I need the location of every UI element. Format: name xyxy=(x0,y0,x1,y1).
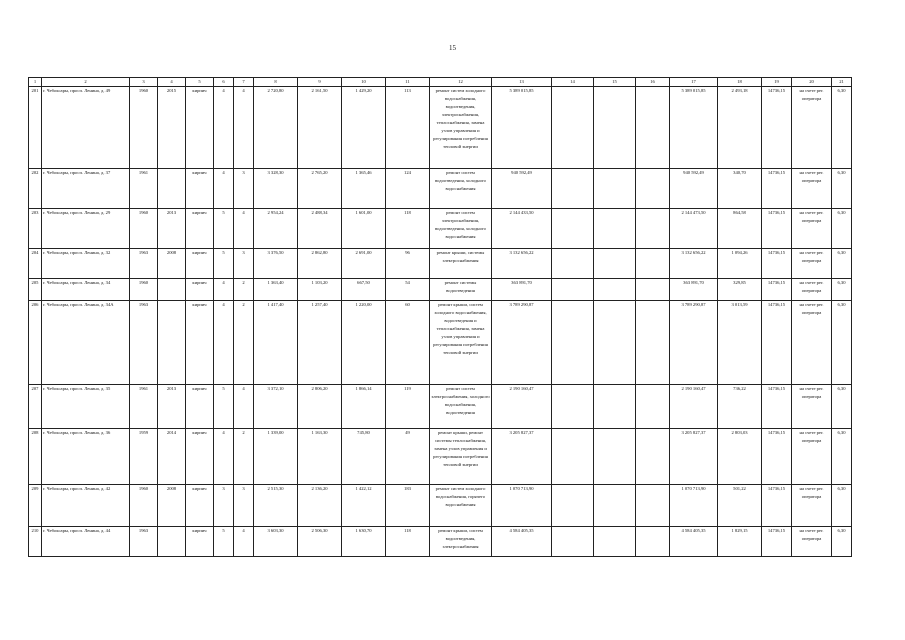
entrances-cell: 4 xyxy=(234,209,254,249)
entrances-cell: 4 xyxy=(234,87,254,169)
wall-material-cell: кирпич xyxy=(186,87,214,169)
col16-cell xyxy=(636,301,670,385)
row-number: 205 xyxy=(29,279,42,301)
col14-cell xyxy=(552,249,594,279)
year-repair-cell xyxy=(158,169,186,209)
address-cell: г. Чебоксары, просп. Ленина, д. 29 xyxy=(42,209,130,249)
year-repair-cell xyxy=(158,279,186,301)
private-area-cell: 1 220,00 xyxy=(342,301,386,385)
fund-cost-cell: 3 205 827,37 xyxy=(670,429,718,485)
wall-material-cell: кирпич xyxy=(186,249,214,279)
table-row xyxy=(29,527,852,557)
private-area-cell: 1 601,00 xyxy=(342,209,386,249)
max-cost-cell: 14736,15 xyxy=(762,279,792,301)
col14-cell xyxy=(552,209,594,249)
floors-cell: 4 xyxy=(214,301,234,385)
row-number: 207 xyxy=(29,385,42,429)
floors-cell: 4 xyxy=(214,429,234,485)
accumulation-method-cell: на счете рег. оператора xyxy=(792,429,832,485)
col16-cell xyxy=(636,279,670,301)
works-cell: ремонт системы водоотведения xyxy=(430,279,492,301)
col15-cell xyxy=(594,485,636,527)
entrances-cell: 3 xyxy=(234,249,254,279)
col16-cell xyxy=(636,527,670,557)
row-number: 203 xyxy=(29,209,42,249)
accumulation-method-cell: на счете рег. оператора xyxy=(792,279,832,301)
row-number: 206 xyxy=(29,301,42,385)
year-repair-cell: 2008 xyxy=(158,249,186,279)
max-cost-cell: 14736,15 xyxy=(762,249,792,279)
col14-cell xyxy=(552,87,594,169)
column-number-4: 4 xyxy=(158,78,186,87)
max-cost-cell: 14736,15 xyxy=(762,169,792,209)
row-number: 209 xyxy=(29,485,42,527)
column-number-16: 16 xyxy=(636,78,670,87)
rate-cell: 6,30 xyxy=(832,429,852,485)
wall-material-cell: кирпич xyxy=(186,301,214,385)
cost-per-m2-cell: 1 829,15 xyxy=(718,527,762,557)
private-area-cell: 667,50 xyxy=(342,279,386,301)
column-number-9: 9 xyxy=(298,78,342,87)
column-number-20: 20 xyxy=(792,78,832,87)
column-number-8: 8 xyxy=(254,78,298,87)
fund-cost-cell: 3 132 656,22 xyxy=(670,249,718,279)
year-built-cell: 1963 xyxy=(130,249,158,279)
column-number-13: 13 xyxy=(492,78,552,87)
floors-cell: 4 xyxy=(214,279,234,301)
residents-cell: 118 xyxy=(386,209,430,249)
year-built-cell: 1963 xyxy=(130,301,158,385)
col15-cell xyxy=(594,527,636,557)
row-number: 208 xyxy=(29,429,42,485)
col16-cell xyxy=(636,169,670,209)
cost-cell: 3 205 827,37 xyxy=(492,429,552,485)
table-row xyxy=(29,209,852,249)
works-cell: ремонт систем электроснабжения, водоотведения, холодного водоснабжения xyxy=(430,209,492,249)
rate-cell: 6,30 xyxy=(832,169,852,209)
col15-cell xyxy=(594,385,636,429)
accumulation-method-cell: на счете рег. оператора xyxy=(792,209,832,249)
column-number-21: 21 xyxy=(832,78,852,87)
fund-cost-cell: 940 592,49 xyxy=(670,169,718,209)
cost-per-m2-cell: 329,85 xyxy=(718,279,762,301)
residents-cell: 54 xyxy=(386,279,430,301)
col15-cell xyxy=(594,301,636,385)
residents-cell: 113 xyxy=(386,87,430,169)
cost-cell: 4 584 405,35 xyxy=(492,527,552,557)
column-number-15: 15 xyxy=(594,78,636,87)
floors-cell: 4 xyxy=(214,169,234,209)
col16-cell xyxy=(636,87,670,169)
cost-per-m2-cell: 3 013,59 xyxy=(718,301,762,385)
wall-material-cell: кирпич xyxy=(186,209,214,249)
year-built-cell: 1961 xyxy=(130,385,158,429)
cost-per-m2-cell: 1 094,26 xyxy=(718,249,762,279)
works-cell: ремонт систем холодного водоснабжения, горячего водоснабжения xyxy=(430,485,492,527)
col15-cell xyxy=(594,279,636,301)
cost-cell: 2 190 160,47 xyxy=(492,385,552,429)
col15-cell xyxy=(594,249,636,279)
column-number-18: 18 xyxy=(718,78,762,87)
accumulation-method-cell: на счете рег. оператора xyxy=(792,249,832,279)
col16-cell xyxy=(636,385,670,429)
accumulation-method-cell: на счете рег. оператора xyxy=(792,169,832,209)
wall-material-cell: кирпич xyxy=(186,527,214,557)
table-row xyxy=(29,429,852,485)
year-built-cell: 1960 xyxy=(130,279,158,301)
total-area-cell: 3 328,30 xyxy=(254,169,298,209)
row-number: 202 xyxy=(29,169,42,209)
wall-material-cell: кирпич xyxy=(186,279,214,301)
table-row xyxy=(29,87,852,169)
col14-cell xyxy=(552,279,594,301)
cost-per-m2-cell: 501,22 xyxy=(718,485,762,527)
cost-cell: 363 891,70 xyxy=(492,279,552,301)
column-number-6: 6 xyxy=(214,78,234,87)
residents-cell: 49 xyxy=(386,429,430,485)
column-number-7: 7 xyxy=(234,78,254,87)
max-cost-cell: 14736,15 xyxy=(762,209,792,249)
cost-per-m2-cell: 340,70 xyxy=(718,169,762,209)
max-cost-cell: 14736,15 xyxy=(762,385,792,429)
floors-cell: 5 xyxy=(214,249,234,279)
col16-cell xyxy=(636,209,670,249)
works-cell: ремонт крыши, ремонт системы теплоснабжения, замена узлов управления и регулирования потребления тепловой энергии xyxy=(430,429,492,485)
entrances-cell: 3 xyxy=(234,485,254,527)
max-cost-cell: 14736,15 xyxy=(762,429,792,485)
works-cell: ремонт крыши, систем холодного водоснабжения, водоотведения и теплоснабжения, замена узлов управления и регулирования потребления тепловой энергии xyxy=(430,301,492,385)
max-cost-cell: 14736,15 xyxy=(762,87,792,169)
address-cell: г. Чебоксары, просп. Ленина, д. 35 xyxy=(42,385,130,429)
row-number: 201 xyxy=(29,87,42,169)
table-row xyxy=(29,301,852,385)
residents-cell: 119 xyxy=(386,385,430,429)
col16-cell xyxy=(636,429,670,485)
accumulation-method-cell: на счете рег. оператора xyxy=(792,87,832,169)
year-built-cell: 1960 xyxy=(130,87,158,169)
column-number-17: 17 xyxy=(670,78,718,87)
rate-cell: 6,30 xyxy=(832,527,852,557)
table-row xyxy=(29,249,852,279)
living-area-cell: 2 806,20 xyxy=(298,385,342,429)
max-cost-cell: 14736,15 xyxy=(762,301,792,385)
works-cell: ремонт крыши, систем водоотведения, электроснабжения xyxy=(430,527,492,557)
column-number-2: 2 xyxy=(42,78,130,87)
works-cell: ремонт систем электроснабжения, холодного водоснабжения, водоотведения xyxy=(430,385,492,429)
cost-cell: 2 144 433,50 xyxy=(492,209,552,249)
private-area-cell: 1 429,20 xyxy=(342,87,386,169)
col15-cell xyxy=(594,169,636,209)
fund-cost-cell: 3 789 290,87 xyxy=(670,301,718,385)
living-area-cell: 1 257,40 xyxy=(298,301,342,385)
rate-cell: 6,30 xyxy=(832,301,852,385)
accumulation-method-cell: на счете рег. оператора xyxy=(792,301,832,385)
living-area-cell: 1 163,30 xyxy=(298,429,342,485)
col14-cell xyxy=(552,485,594,527)
cost-per-m2-cell: 2 493,18 xyxy=(718,87,762,169)
col15-cell xyxy=(594,429,636,485)
accumulation-method-cell: на счете рег. оператора xyxy=(792,527,832,557)
column-number-row xyxy=(29,78,852,87)
max-cost-cell: 14736,15 xyxy=(762,485,792,527)
cost-per-m2-cell: 736,22 xyxy=(718,385,762,429)
rate-cell: 6,30 xyxy=(832,87,852,169)
year-repair-cell: 2008 xyxy=(158,485,186,527)
table-row xyxy=(29,385,852,429)
residents-cell: 118 xyxy=(386,527,430,557)
floors-cell: 4 xyxy=(214,87,234,169)
total-area-cell: 1 363,40 xyxy=(254,279,298,301)
max-cost-cell: 14736,15 xyxy=(762,527,792,557)
year-built-cell: 1963 xyxy=(130,527,158,557)
wall-material-cell: кирпич xyxy=(186,169,214,209)
address-cell: г. Чебоксары, просп. Ленина, д. 37 xyxy=(42,169,130,209)
year-built-cell: 1959 xyxy=(130,429,158,485)
accumulation-method-cell: на счете рег. оператора xyxy=(792,485,832,527)
residents-cell: 183 xyxy=(386,485,430,527)
address-cell: г. Чебоксары, просп. Ленина, д. 36 xyxy=(42,429,130,485)
wall-material-cell: кирпич xyxy=(186,429,214,485)
rate-cell: 6,30 xyxy=(832,209,852,249)
private-area-cell: 1 365,46 xyxy=(342,169,386,209)
col15-cell xyxy=(594,209,636,249)
year-repair-cell xyxy=(158,301,186,385)
column-number-10: 10 xyxy=(342,78,386,87)
private-area-cell: 2 691,00 xyxy=(342,249,386,279)
page-number: 15 xyxy=(449,44,456,52)
col14-cell xyxy=(552,429,594,485)
living-area-cell: 2 136,20 xyxy=(298,485,342,527)
total-area-cell: 3 372,10 xyxy=(254,385,298,429)
floors-cell: 5 xyxy=(214,527,234,557)
repair-program-table xyxy=(28,77,852,557)
column-number-3: 3 xyxy=(130,78,158,87)
column-number-1: 1 xyxy=(29,78,42,87)
total-area-cell: 2 954,24 xyxy=(254,209,298,249)
cost-cell: 3 132 656,22 xyxy=(492,249,552,279)
private-area-cell: 745,80 xyxy=(342,429,386,485)
col15-cell xyxy=(594,87,636,169)
col14-cell xyxy=(552,385,594,429)
total-area-cell: 1 339,00 xyxy=(254,429,298,485)
entrances-cell: 3 xyxy=(234,169,254,209)
year-repair-cell: 2013 xyxy=(158,385,186,429)
year-repair-cell: 2014 xyxy=(158,429,186,485)
year-repair-cell: 2015 xyxy=(158,87,186,169)
fund-cost-cell: 5 389 015,85 xyxy=(670,87,718,169)
total-area-cell: 2 720,80 xyxy=(254,87,298,169)
fund-cost-cell: 4 584 405,35 xyxy=(670,527,718,557)
address-cell: г. Чебоксары, просп. Ленина, д. 34 xyxy=(42,279,130,301)
year-repair-cell xyxy=(158,527,186,557)
floors-cell: 5 xyxy=(214,209,234,249)
year-repair-cell: 2013 xyxy=(158,209,186,249)
living-area-cell: 2 765,20 xyxy=(298,169,342,209)
entrances-cell: 2 xyxy=(234,429,254,485)
living-area-cell: 2 506,30 xyxy=(298,527,342,557)
cost-cell: 3 789 290,87 xyxy=(492,301,552,385)
accumulation-method-cell: на счете рег. оператора xyxy=(792,385,832,429)
cost-cell: 1 070 713,90 xyxy=(492,485,552,527)
living-area-cell: 2 488,34 xyxy=(298,209,342,249)
rate-cell: 6,30 xyxy=(832,485,852,527)
living-area-cell: 2 862,80 xyxy=(298,249,342,279)
year-built-cell: 1961 xyxy=(130,169,158,209)
col14-cell xyxy=(552,527,594,557)
address-cell: г. Чебоксары, просп. Ленина, д. 42 xyxy=(42,485,130,527)
table-body xyxy=(29,78,852,557)
floors-cell: 5 xyxy=(214,385,234,429)
works-cell: ремонт крыши, системы электроснабжения xyxy=(430,249,492,279)
address-cell: г. Чебоксары, просп. Ленина, д. 44 xyxy=(42,527,130,557)
wall-material-cell: кирпич xyxy=(186,385,214,429)
total-area-cell: 1 417,40 xyxy=(254,301,298,385)
table-row xyxy=(29,485,852,527)
col16-cell xyxy=(636,485,670,527)
column-number-14: 14 xyxy=(552,78,594,87)
total-area-cell: 3 376,50 xyxy=(254,249,298,279)
address-cell: г. Чебоксары, просп. Ленина, д. 34А xyxy=(42,301,130,385)
total-area-cell: 2 515,30 xyxy=(254,485,298,527)
col16-cell xyxy=(636,249,670,279)
total-area-cell: 3 603,30 xyxy=(254,527,298,557)
entrances-cell: 4 xyxy=(234,527,254,557)
fund-cost-cell: 2 144 473,50 xyxy=(670,209,718,249)
private-area-cell: 1 630,70 xyxy=(342,527,386,557)
private-area-cell: 1 866,14 xyxy=(342,385,386,429)
column-number-5: 5 xyxy=(186,78,214,87)
entrances-cell: 2 xyxy=(234,279,254,301)
cost-cell: 5 389 015,85 xyxy=(492,87,552,169)
rate-cell: 6,30 xyxy=(832,385,852,429)
column-number-12: 12 xyxy=(430,78,492,87)
living-area-cell: 1 103,20 xyxy=(298,279,342,301)
entrances-cell: 4 xyxy=(234,385,254,429)
cost-per-m2-cell: 2 803,03 xyxy=(718,429,762,485)
rate-cell: 6,30 xyxy=(832,249,852,279)
floors-cell: 3 xyxy=(214,485,234,527)
col14-cell xyxy=(552,169,594,209)
wall-material-cell: кирпич xyxy=(186,485,214,527)
works-cell: ремонт систем холодного водоснабжения, водоотведения, электроснабжения, теплоснабжения, замена узлов управления и регулирования потребления тепловой энергии xyxy=(430,87,492,169)
cost-cell: 940 592,49 xyxy=(492,169,552,209)
fund-cost-cell: 1 070 713,90 xyxy=(670,485,718,527)
row-number: 204 xyxy=(29,249,42,279)
living-area-cell: 2 161,50 xyxy=(298,87,342,169)
residents-cell: 124 xyxy=(386,169,430,209)
rate-cell: 6,30 xyxy=(832,279,852,301)
table-row xyxy=(29,279,852,301)
fund-cost-cell: 2 190 160,47 xyxy=(670,385,718,429)
works-cell: ремонт систем водоотведения, холодного водоснабжения xyxy=(430,169,492,209)
cost-per-m2-cell: 864,58 xyxy=(718,209,762,249)
address-cell: г. Чебоксары, просп. Ленина, д. 32 xyxy=(42,249,130,279)
column-number-19: 19 xyxy=(762,78,792,87)
residents-cell: 60 xyxy=(386,301,430,385)
fund-cost-cell: 363 891,70 xyxy=(670,279,718,301)
year-built-cell: 1960 xyxy=(130,209,158,249)
table-row xyxy=(29,169,852,209)
address-cell: г. Чебоксары, просп. Ленина, д. 49 xyxy=(42,87,130,169)
private-area-cell: 1 422,12 xyxy=(342,485,386,527)
entrances-cell: 2 xyxy=(234,301,254,385)
residents-cell: 96 xyxy=(386,249,430,279)
year-built-cell: 1960 xyxy=(130,485,158,527)
column-number-11: 11 xyxy=(386,78,430,87)
col14-cell xyxy=(552,301,594,385)
row-number: 210 xyxy=(29,527,42,557)
